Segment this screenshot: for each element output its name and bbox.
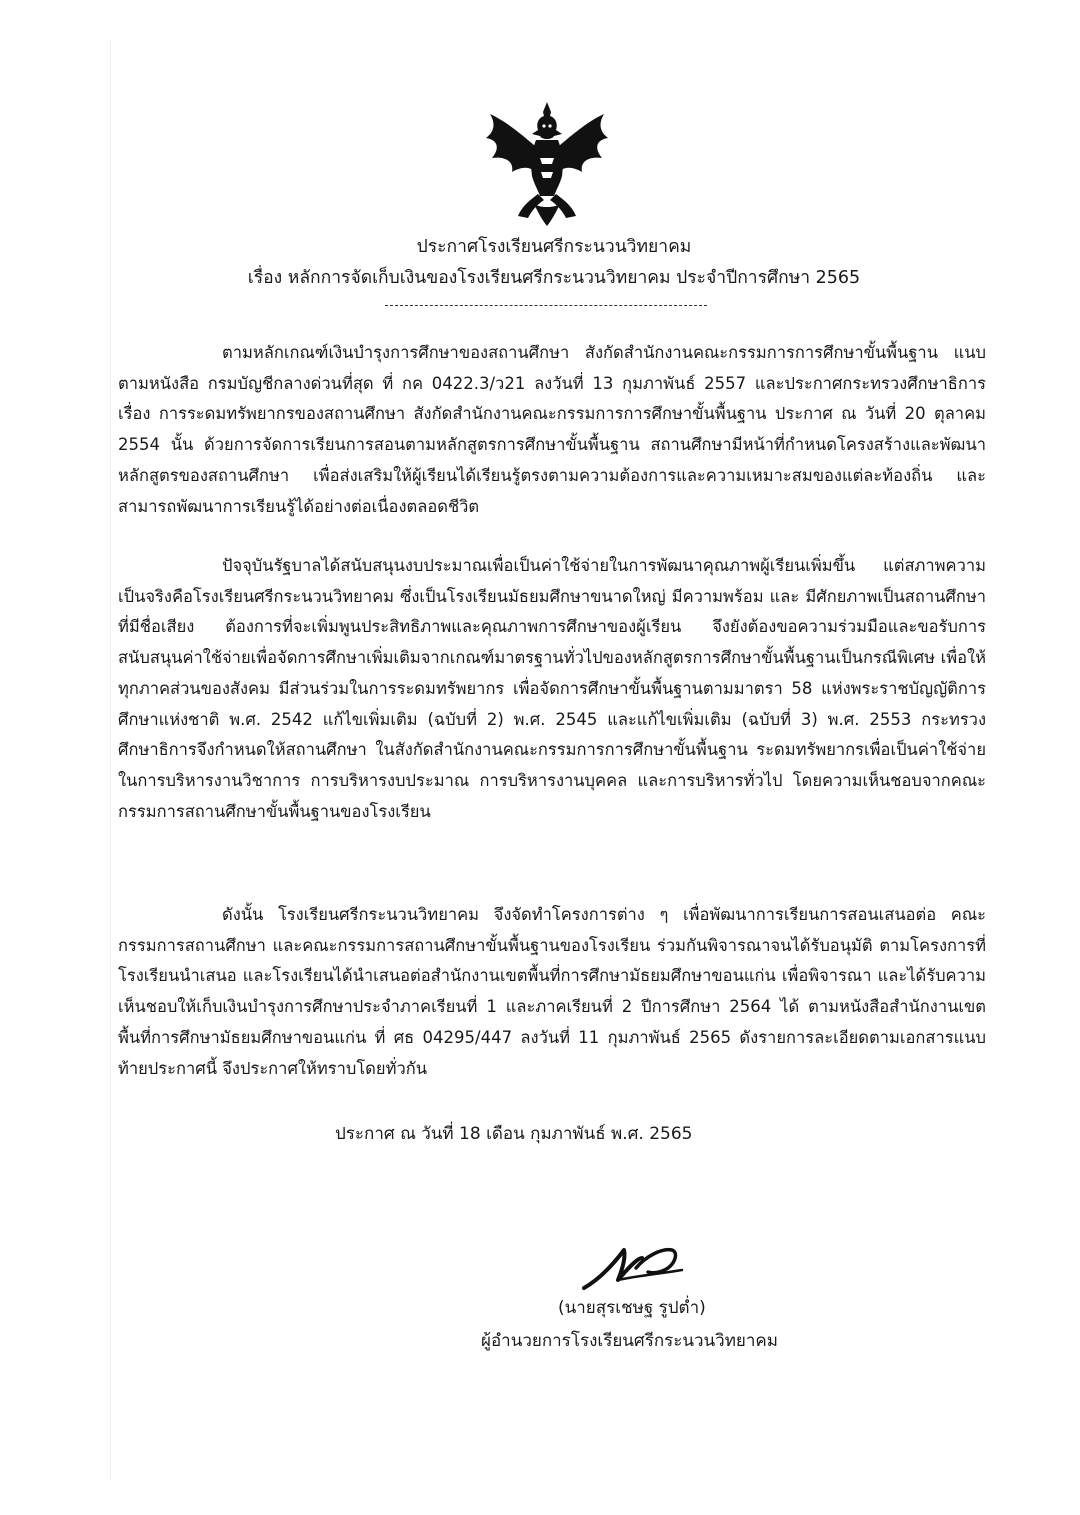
announcement-title: ประกาศโรงเรียนศรีกระนวนวิทยาคม (416, 237, 692, 257)
announcement-subject: เรื่อง หลักการจัดเก็บเงินของโรงเรียนศรีกระนวนวิทยาคม ประจำปีการศึกษา 2565 (247, 268, 861, 288)
scan-edge-line (110, 40, 111, 1480)
signer-name: (นายสุรเชษฐ รูปต่ำ) (558, 1298, 706, 1318)
body-paragraph-3: ดังนั้น โรงเรียนศรีกระนวนวิทยาคม จึงจัดทำโครงการต่าง ๆ เพื่อพัฒนาการเรียนการสอนเสนอต่อ คณะกรรมการสถานศึกษา และคณะกรรมการสถานศึกษาขั้นพื้นฐานของโรงเรียน ร่วมกันพิจารณาจนได้รับอนุมัติ ตามโครงการที่โรงเรียนนำเสนอ และโรงเรียนได้นำเสนอต่อสำนักงานเขตพื้นที่การศึกษามัธยมศึกษาขอนแก่น เพื่อพิจารณา และได้รับความเห็นชอบให้เก็บเงินบำรุงการศึกษาประจำภาคเรียนที่ 1 และภาคเรียนที่ 2 ปีการศึกษา 2564 ได้ ตามหนังสือสำนักงานเขตพื้นที่การศึกษามัธยมศึกษาขอนแก่น ที่ ศธ 04295/447 ลงวันที่ 11 กุมภาพันธ์ 2565 ดังรายการละเอียดตามเอกสารแนบท้ายประกาศนี้ จึงประกาศให้ทราบโดยทั่วกัน (118, 905, 986, 1078)
handwritten-signature-icon (578, 1236, 690, 1296)
body-paragraph-2: ปัจจุบันรัฐบาลได้สนับสนุนงบประมาณเพื่อเป็นค่าใช้จ่ายในการพัฒนาคุณภาพผู้เรียนเพิ่มขึ้น แต่สภาพความเป็นจริงคือโรงเรียนศรีกระนวนวิทยาคม ซึ่งเป็นโรงเรียนมัธยมศึกษาขนาดใหญ่ มีความพร้อม และ มีศักยภาพเป็นสถานศึกษาที่มีชื่อเสียง ต้องการที่จะเพิ่มพูนประสิทธิภาพและคุณภาพการศึกษาของผู้เรียน จึงยังต้องขอความร่วมมือและขอรับการสนับสนุนค่าใช้จ่ายเพื่อจัดการศึกษาเพิ่มเติมจากเกณฑ์มาตรฐานทั่วไปของหลักสูตรการศึกษาขั้นพื้นฐานเป็นกรณีพิเศษ เพื่อให้ทุกภาคส่วนของสังคม มีส่วนร่วมในการระดมทรัพยากร เพื่อจัดการศึกษาขั้นพื้นฐานตามมาตรา 58 แห่งพระราชบัญญัติการศึกษาแห่งชาติ พ.ศ. 2542 แก้ไขเพิ่มเติม (ฉบับที่ 2) พ.ศ. 2545 และแก้ไขเพิ่มเติม (ฉบับที่ 3) พ.ศ. 2553 กระทรวงศึกษาธิการจึงกำหนดให้สถานศึกษา ในสังกัดสำนักงานคณะกรรมการการศึกษาขั้นพื้นฐาน ระดมทรัพยากรเพื่อเป็นค่าใช้จ่ายในการบริหารงานวิชาการ การบริหารงบประมาณ การบริหารงานบุคคล และการบริหารทั่วไป โดยความเห็นชอบจากคณะกรรมการสถานศึกษาขั้นพื้นฐานของโรงเรียน (118, 556, 986, 821)
signer-position: ผู้อำนวยการโรงเรียนศรีกระนวนวิทยาคม (481, 1331, 779, 1351)
body-paragraph-1: ตามหลักเกณฑ์เงินบำรุงการศึกษาของสถานศึกษา สังกัดสำนักงานคณะกรรมการการศึกษาขั้นพื้นฐาน แนบตามหนังสือ กรมบัญชีกลางด่วนที่สุด ที่ กค 0422.3/ว21 ลงวันที่ 13 กุมภาพันธ์ 2557 และประกาศกระทรวงศึกษาธิการ เรื่อง การระดมทรัพยากรของสถานศึกษา สังกัดสำนักงานคณะกรรมการการศึกษาขั้นพื้นฐาน ประกาศ ณ วันที่ 20 ตุลาคม 2554 นั้น ด้วยการจัดการเรียนการสอนตามหลักสูตรการศึกษาขั้นพื้นฐาน สถานศึกษามีหน้าที่กำหนดโครงสร้างและพัฒนาหลักสูตรของสถานศึกษา เพื่อส่งเสริมให้ผู้เรียนได้เรียนรู้ตรงตามความต้องการและความเหมาะสมของแต่ละท้องถิ่น และสามารถพัฒนาการเรียนรู้ได้อย่างต่อเนื่องตลอดชีวิต (118, 343, 986, 516)
garuda-emblem-icon (478, 100, 616, 228)
announcement-date: ประกาศ ณ วันที่ 18 เดือน กุมภาพันธ์ พ.ศ. 2565 (335, 1124, 693, 1144)
title-divider (385, 305, 707, 306)
